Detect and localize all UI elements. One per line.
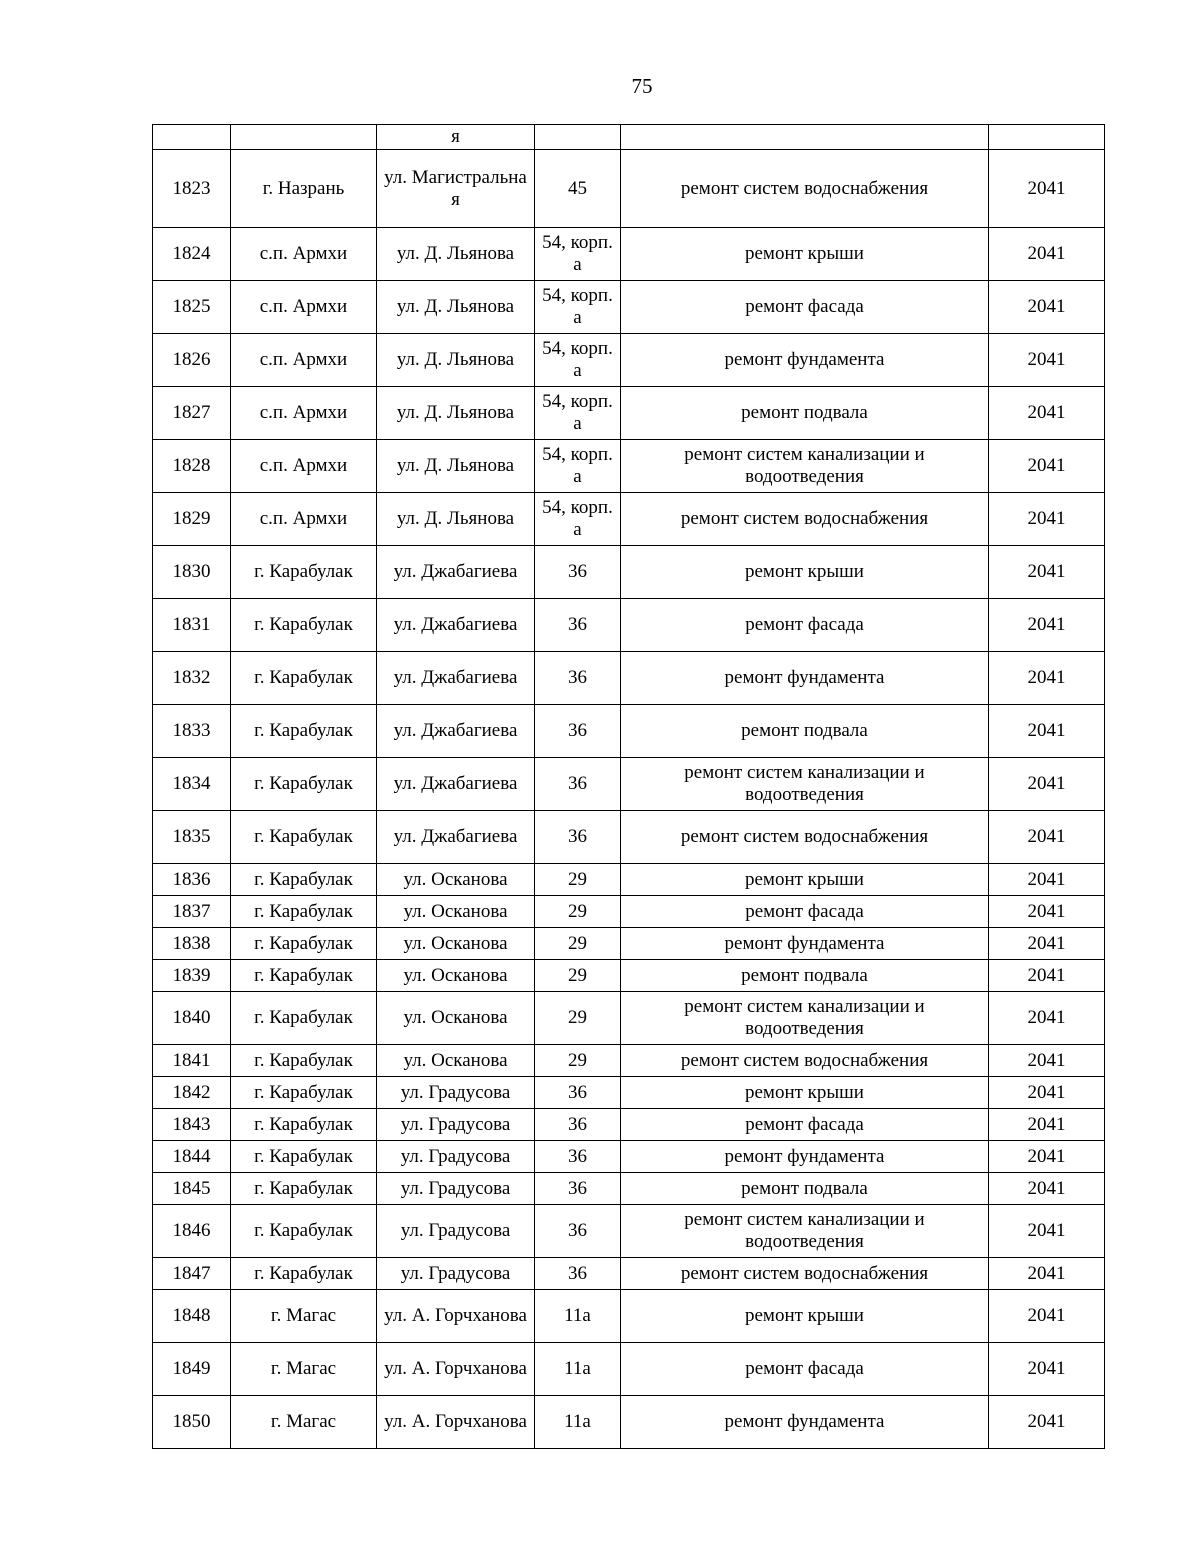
cell-year: 2041	[989, 546, 1105, 599]
cell-year: 2041	[989, 652, 1105, 705]
table-row	[153, 1077, 1105, 1109]
cell-locality: с.п. Армхи	[231, 440, 377, 493]
cell-house: 54, корп. а	[535, 281, 621, 334]
cell-number: 1823	[153, 150, 231, 228]
cell-house: 29	[535, 960, 621, 992]
cell-year: 2041	[989, 992, 1105, 1045]
cell-street: ул. Градусова	[377, 1205, 535, 1258]
cell-house: 11а	[535, 1396, 621, 1449]
cell-work-type: ремонт крыши	[621, 1290, 989, 1343]
cell-locality: г. Карабулак	[231, 652, 377, 705]
cell-number: 1840	[153, 992, 231, 1045]
table-row	[153, 758, 1105, 811]
table-row	[153, 960, 1105, 992]
table-row	[153, 1343, 1105, 1396]
cell-house: 54, корп. а	[535, 493, 621, 546]
cell-work-type	[621, 125, 989, 150]
cell-locality: с.п. Армхи	[231, 334, 377, 387]
table-row	[153, 1290, 1105, 1343]
cell-work-type: ремонт систем канализации и водоотведения	[621, 758, 989, 811]
cell-locality: с.п. Армхи	[231, 281, 377, 334]
cell-year	[989, 125, 1105, 150]
cell-street: ул. Джабагиева	[377, 599, 535, 652]
cell-work-type: ремонт крыши	[621, 864, 989, 896]
cell-number: 1834	[153, 758, 231, 811]
cell-number: 1847	[153, 1258, 231, 1290]
cell-year: 2041	[989, 599, 1105, 652]
cell-locality: г. Карабулак	[231, 811, 377, 864]
cell-locality: г. Карабулак	[231, 896, 377, 928]
cell-house: 11а	[535, 1290, 621, 1343]
cell-locality: г. Карабулак	[231, 599, 377, 652]
cell-house: 36	[535, 1258, 621, 1290]
cell-year: 2041	[989, 1141, 1105, 1173]
cell-work-type: ремонт фундамента	[621, 1141, 989, 1173]
cell-number: 1828	[153, 440, 231, 493]
table-row	[153, 599, 1105, 652]
cell-work-type: ремонт фасада	[621, 1343, 989, 1396]
cell-work-type: ремонт систем водоснабжения	[621, 811, 989, 864]
table-row	[153, 811, 1105, 864]
cell-year: 2041	[989, 150, 1105, 228]
cell-work-type: ремонт подвала	[621, 1173, 989, 1205]
cell-street: ул. Градусова	[377, 1173, 535, 1205]
cell-number: 1839	[153, 960, 231, 992]
cell-work-type: ремонт фасада	[621, 896, 989, 928]
cell-work-type: ремонт крыши	[621, 1077, 989, 1109]
cell-number: 1844	[153, 1141, 231, 1173]
cell-work-type: ремонт подвала	[621, 705, 989, 758]
table-row	[153, 896, 1105, 928]
cell-number: 1850	[153, 1396, 231, 1449]
cell-work-type: ремонт крыши	[621, 546, 989, 599]
cell-year: 2041	[989, 705, 1105, 758]
cell-locality: г. Магас	[231, 1290, 377, 1343]
cell-street: я	[377, 125, 535, 150]
table-row	[153, 546, 1105, 599]
cell-locality	[231, 125, 377, 150]
cell-house: 29	[535, 928, 621, 960]
cell-house: 45	[535, 150, 621, 228]
cell-locality: г. Магас	[231, 1343, 377, 1396]
cell-work-type: ремонт фундамента	[621, 334, 989, 387]
cell-year: 2041	[989, 960, 1105, 992]
cell-house: 36	[535, 1077, 621, 1109]
cell-street: ул. Джабагиева	[377, 758, 535, 811]
cell-number: 1836	[153, 864, 231, 896]
cell-street: ул. Осканова	[377, 928, 535, 960]
cell-work-type: ремонт фасада	[621, 599, 989, 652]
cell-house	[535, 125, 621, 150]
cell-street: ул. Градусова	[377, 1109, 535, 1141]
cell-locality: г. Карабулак	[231, 546, 377, 599]
cell-street: ул. Градусова	[377, 1258, 535, 1290]
cell-number: 1827	[153, 387, 231, 440]
table-row	[153, 1205, 1105, 1258]
cell-number: 1848	[153, 1290, 231, 1343]
cell-number: 1837	[153, 896, 231, 928]
cell-house: 11а	[535, 1343, 621, 1396]
cell-locality: г. Карабулак	[231, 992, 377, 1045]
cell-locality: г. Карабулак	[231, 1077, 377, 1109]
cell-work-type: ремонт систем водоснабжения	[621, 150, 989, 228]
cell-year: 2041	[989, 896, 1105, 928]
cell-number	[153, 125, 231, 150]
cell-locality: г. Карабулак	[231, 1258, 377, 1290]
cell-locality: г. Карабулак	[231, 1173, 377, 1205]
table-row	[153, 652, 1105, 705]
cell-house: 36	[535, 546, 621, 599]
cell-year: 2041	[989, 1045, 1105, 1077]
cell-work-type: ремонт систем водоснабжения	[621, 493, 989, 546]
cell-locality: г. Карабулак	[231, 1141, 377, 1173]
page-number: 75	[631, 74, 653, 98]
cell-year: 2041	[989, 387, 1105, 440]
table-row	[153, 705, 1105, 758]
table-row	[153, 864, 1105, 896]
table-row	[153, 493, 1105, 546]
cell-house: 29	[535, 896, 621, 928]
cell-house: 29	[535, 864, 621, 896]
table-row	[153, 281, 1105, 334]
table-row	[153, 1109, 1105, 1141]
cell-house: 36	[535, 811, 621, 864]
table-row	[153, 228, 1105, 281]
cell-number: 1830	[153, 546, 231, 599]
cell-locality: г. Карабулак	[231, 928, 377, 960]
cell-street: ул. Д. Льянова	[377, 334, 535, 387]
cell-year: 2041	[989, 1109, 1105, 1141]
cell-year: 2041	[989, 1343, 1105, 1396]
cell-house: 36	[535, 1173, 621, 1205]
cell-locality: с.п. Армхи	[231, 228, 377, 281]
cell-number: 1832	[153, 652, 231, 705]
cell-locality: с.п. Армхи	[231, 493, 377, 546]
table-row	[153, 1396, 1105, 1449]
cell-number: 1833	[153, 705, 231, 758]
cell-work-type: ремонт фасада	[621, 1109, 989, 1141]
cell-street: ул. Д. Льянова	[377, 440, 535, 493]
cell-locality: г. Магас	[231, 1396, 377, 1449]
cell-street: ул. Д. Льянова	[377, 387, 535, 440]
table-row	[153, 1258, 1105, 1290]
cell-street: ул. А. Горчханова	[377, 1290, 535, 1343]
cell-year: 2041	[989, 811, 1105, 864]
cell-work-type: ремонт крыши	[621, 228, 989, 281]
cell-year: 2041	[989, 1258, 1105, 1290]
cell-locality: г. Карабулак	[231, 705, 377, 758]
cell-street: ул. Осканова	[377, 864, 535, 896]
table-row	[153, 992, 1105, 1045]
cell-street: ул. Градусова	[377, 1141, 535, 1173]
cell-year: 2041	[989, 1205, 1105, 1258]
cell-house: 54, корп. а	[535, 387, 621, 440]
cell-work-type: ремонт фундамента	[621, 652, 989, 705]
cell-locality: г. Карабулак	[231, 864, 377, 896]
cell-street: ул. А. Горчханова	[377, 1396, 535, 1449]
table-row	[153, 928, 1105, 960]
cell-street: ул. Джабагиева	[377, 546, 535, 599]
table-row-continuation	[153, 125, 1105, 150]
cell-work-type: ремонт систем водоснабжения	[621, 1045, 989, 1077]
cell-year: 2041	[989, 334, 1105, 387]
cell-house: 36	[535, 1109, 621, 1141]
cell-number: 1846	[153, 1205, 231, 1258]
cell-house: 29	[535, 1045, 621, 1077]
cell-work-type: ремонт подвала	[621, 387, 989, 440]
table-row	[153, 150, 1105, 228]
cell-street: ул. Джабагиева	[377, 705, 535, 758]
cell-number: 1824	[153, 228, 231, 281]
cell-number: 1843	[153, 1109, 231, 1141]
cell-work-type: ремонт систем канализации и водоотведения	[621, 440, 989, 493]
cell-locality: с.п. Армхи	[231, 387, 377, 440]
cell-house: 54, корп. а	[535, 228, 621, 281]
cell-work-type: ремонт подвала	[621, 960, 989, 992]
cell-house: 36	[535, 705, 621, 758]
cell-year: 2041	[989, 1290, 1105, 1343]
cell-street: ул. Градусова	[377, 1077, 535, 1109]
cell-house: 36	[535, 652, 621, 705]
cell-house: 36	[535, 599, 621, 652]
cell-house: 36	[535, 758, 621, 811]
cell-year: 2041	[989, 281, 1105, 334]
cell-number: 1845	[153, 1173, 231, 1205]
cell-work-type: ремонт фасада	[621, 281, 989, 334]
cell-street: ул. Магистральна я	[377, 150, 535, 228]
cell-number: 1841	[153, 1045, 231, 1077]
cell-year: 2041	[989, 1173, 1105, 1205]
cell-number: 1838	[153, 928, 231, 960]
cell-house: 54, корп. а	[535, 440, 621, 493]
cell-street: ул. Осканова	[377, 992, 535, 1045]
cell-locality: г. Карабулак	[231, 1045, 377, 1077]
cell-number: 1826	[153, 334, 231, 387]
cell-street: ул. Д. Льянова	[377, 281, 535, 334]
cell-house: 54, корп. а	[535, 334, 621, 387]
cell-work-type: ремонт систем канализации и водоотведения	[621, 992, 989, 1045]
cell-number: 1835	[153, 811, 231, 864]
table-row	[153, 440, 1105, 493]
cell-locality: г. Карабулак	[231, 1205, 377, 1258]
cell-year: 2041	[989, 440, 1105, 493]
table-row	[153, 1141, 1105, 1173]
table-row	[153, 387, 1105, 440]
table-row	[153, 1173, 1105, 1205]
cell-number: 1829	[153, 493, 231, 546]
cell-house: 36	[535, 1205, 621, 1258]
table-row	[153, 334, 1105, 387]
cell-locality: г. Назрань	[231, 150, 377, 228]
cell-year: 2041	[989, 493, 1105, 546]
cell-locality: г. Карабулак	[231, 758, 377, 811]
cell-house: 29	[535, 992, 621, 1045]
cell-year: 2041	[989, 228, 1105, 281]
cell-work-type: ремонт систем водоснабжения	[621, 1258, 989, 1290]
cell-street: ул. Д. Льянова	[377, 493, 535, 546]
cell-year: 2041	[989, 1077, 1105, 1109]
cell-work-type: ремонт систем канализации и водоотведения	[621, 1205, 989, 1258]
cell-year: 2041	[989, 928, 1105, 960]
cell-house: 36	[535, 1141, 621, 1173]
cell-locality: г. Карабулак	[231, 1109, 377, 1141]
table-row	[153, 1045, 1105, 1077]
cell-street: ул. А. Горчханова	[377, 1343, 535, 1396]
cell-street: ул. Джабагиева	[377, 652, 535, 705]
cell-locality: г. Карабулак	[231, 960, 377, 992]
cell-street: ул. Осканова	[377, 896, 535, 928]
cell-number: 1831	[153, 599, 231, 652]
cell-street: ул. Джабагиева	[377, 811, 535, 864]
cell-work-type: ремонт фундамента	[621, 1396, 989, 1449]
cell-street: ул. Д. Льянова	[377, 228, 535, 281]
cell-number: 1849	[153, 1343, 231, 1396]
cell-number: 1842	[153, 1077, 231, 1109]
table-body	[153, 125, 1105, 1449]
cell-street: ул. Осканова	[377, 960, 535, 992]
cell-year: 2041	[989, 864, 1105, 896]
cell-number: 1825	[153, 281, 231, 334]
cell-year: 2041	[989, 758, 1105, 811]
repair-schedule-table	[152, 124, 1105, 1449]
cell-year: 2041	[989, 1396, 1105, 1449]
cell-street: ул. Осканова	[377, 1045, 535, 1077]
cell-work-type: ремонт фундамента	[621, 928, 989, 960]
